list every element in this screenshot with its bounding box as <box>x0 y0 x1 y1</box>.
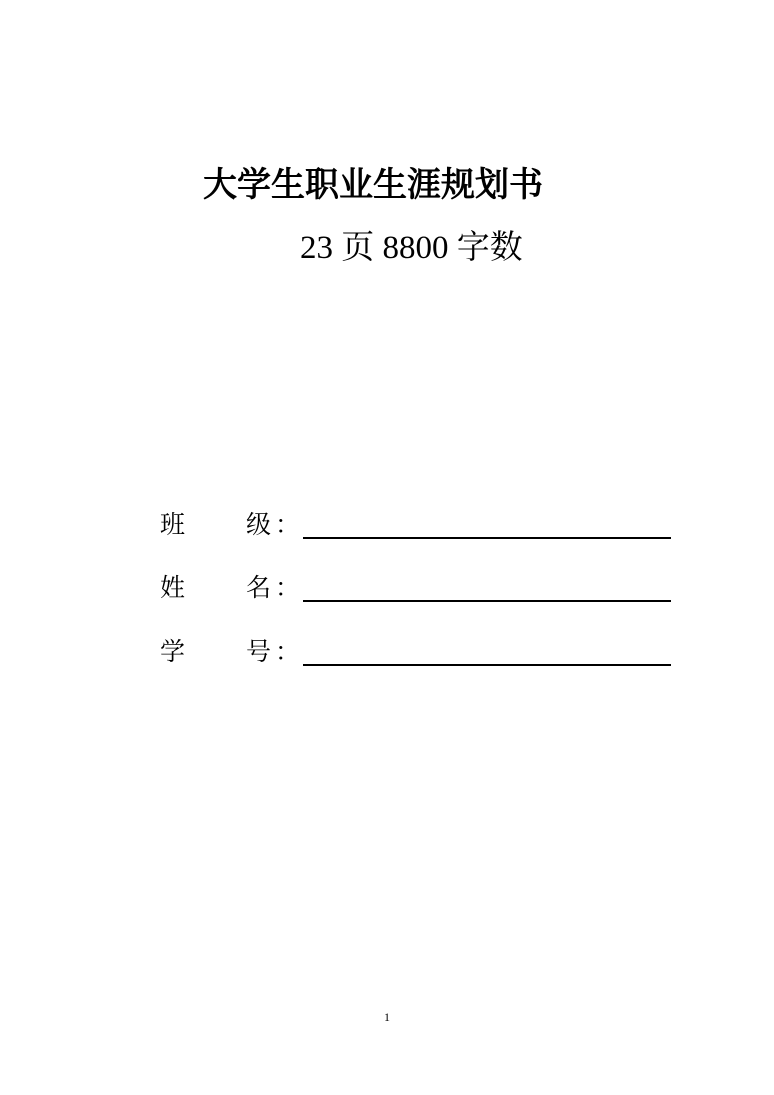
name-field <box>160 568 672 608</box>
class-label-colon: ： <box>275 510 301 539</box>
name-label-colon: ： <box>275 573 301 602</box>
student-id-label-char2: 号 <box>246 637 272 666</box>
class-field <box>160 505 672 545</box>
document-subtitle: 23 页 8800 字数 <box>300 230 523 266</box>
name-label-char2: 名 <box>246 573 272 602</box>
student-id-label-colon: ： <box>275 637 301 666</box>
class-label-char2: 级 <box>246 510 272 539</box>
student-id-blank-line[interactable] <box>303 664 671 666</box>
class-blank-line[interactable] <box>303 537 671 539</box>
name-label-char1: 姓 <box>160 573 186 602</box>
name-blank-line[interactable] <box>303 600 671 602</box>
page-number: 1 <box>384 1010 390 1024</box>
student-id-label-char1: 学 <box>160 637 186 666</box>
student-id-field <box>160 632 672 672</box>
class-label-char1: 班 <box>160 510 186 539</box>
document-title: 大学生职业生涯规划书 <box>203 165 543 205</box>
